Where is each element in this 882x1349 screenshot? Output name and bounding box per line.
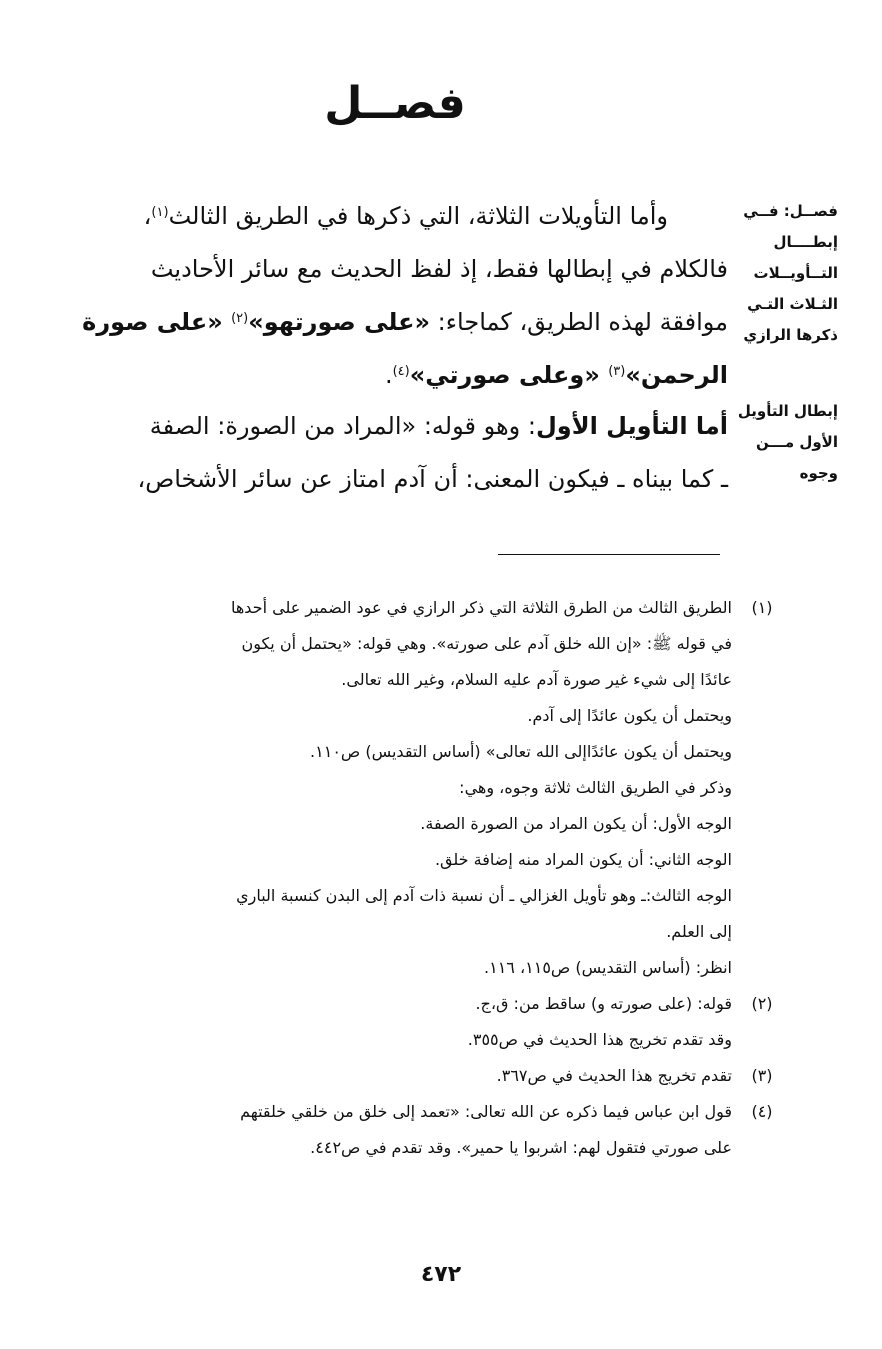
body-line xyxy=(78,400,728,453)
section-heading: فصــل xyxy=(324,78,466,129)
body-text: ، xyxy=(143,202,152,230)
paragraph-1 xyxy=(78,190,728,402)
margin-note-first xyxy=(738,196,838,351)
margin-note-line: إبطال التأويل xyxy=(737,402,838,420)
body-line xyxy=(78,349,728,402)
footnote-line: وقد تقدم تخريج هذا الحديث في ص٣٥٥. xyxy=(467,1030,732,1049)
lead-text: أما التأويل الأول xyxy=(535,412,728,440)
footnote-divider xyxy=(498,554,720,555)
body-text: . xyxy=(384,361,393,389)
footnote-number: (١) xyxy=(751,598,773,617)
margin-note-line: إبطــــال xyxy=(773,233,838,251)
margin-note-line: وجوه xyxy=(799,464,838,482)
quote-text: «على صورته xyxy=(278,308,431,336)
footnote-number: (٣) xyxy=(751,1066,773,1085)
footnote-line: وذكر في الطريق الثالث ثلاثة وجوه، وهي: xyxy=(459,778,732,797)
footnote-3 xyxy=(52,1058,773,1094)
margin-note-line: الثـلاث التـي xyxy=(747,295,838,313)
footnote-ref[interactable]: (٣) xyxy=(608,364,626,379)
footnote-4 xyxy=(52,1094,773,1166)
footnote-1 xyxy=(52,590,773,986)
footnote-line: تقدم تخريج هذا الحديث في ص٣٦٧. xyxy=(496,1066,732,1085)
footnote-ref[interactable]: (٤) xyxy=(392,364,410,379)
footnote-number: (٤) xyxy=(751,1102,773,1121)
margin-note-second xyxy=(738,396,838,489)
footnote-number: (٢) xyxy=(751,994,773,1013)
margin-note-line: الأول مـــن xyxy=(755,433,838,451)
body-text: موافقة لهذه الطريق، كماجاء: xyxy=(430,308,728,336)
paragraph-2 xyxy=(78,400,728,506)
footnote-line: الطريق الثالث من الطرق الثلاثة التي ذكر الرازي في عود الضمير على أحدها xyxy=(230,598,732,617)
body-line: فالكلام في إبطالها فقط، إذ لفظ الحديث مع سائر الأحاديث xyxy=(150,255,728,283)
footnote-line: ويحتمل أن يكون عائدًا إلى آدم. xyxy=(527,706,732,725)
quote-text: «على صورة xyxy=(82,308,232,336)
footnote-line: قوله: (على صورته و) ساقط من: ق،ج. xyxy=(475,994,732,1013)
margin-note-line: فصــل: فــي xyxy=(743,202,838,220)
footnotes xyxy=(52,590,773,1166)
footnote-2 xyxy=(52,986,773,1058)
footnote-line: الوجه الأول: أن يكون المراد من الصورة الصفة. xyxy=(420,814,732,833)
footnote-line: الوجه الثاني: أن يكون المراد منه إضافة خلق. xyxy=(434,850,732,869)
quote-text: و» xyxy=(248,308,279,336)
body-line: ـ كما بيناه ـ فيكون المعنى: أن آدم امتاز عن سائر الأشخاص، xyxy=(137,465,728,493)
body-text: وأما التأويلات الثلاثة، التي ذكرها في الطريق الثالث xyxy=(168,202,668,230)
footnote-line: إلى العلم. xyxy=(666,922,732,941)
footnote-ref[interactable]: (١) xyxy=(151,205,169,220)
body-text: : وهو قوله: «المراد من الصورة: الصفة xyxy=(149,412,536,440)
page-number: ٤٧٢ xyxy=(420,1262,462,1287)
footnote-line: على صورتي فتقول لهم: اشربوا يا حمير». وقد تقدم في ص٤٤٢. xyxy=(310,1138,732,1157)
body-line xyxy=(78,296,728,349)
footnote-line: في قوله ﷺ: «إن الله خلق آدم على صورته». وهي قوله: «يحتمل أن يكون xyxy=(241,634,732,653)
footnote-line: الوجه الثالث:ـ وهو تأويل الغزالي ـ أن نسبة ذات آدم إلى البدن كنسبة الباري xyxy=(236,886,732,905)
margin-note-line: ذكرها الرازي xyxy=(743,326,838,344)
footnote-line: قول ابن عباس فيما ذكره عن الله تعالى: «تعمد إلى خلق من خلقي خلقتهم xyxy=(240,1102,732,1121)
quote-text: «وعلى صورتي» xyxy=(409,361,609,389)
body-line xyxy=(78,190,728,243)
footnote-ref[interactable]: (٢) xyxy=(231,311,249,326)
footnote-line: عائدًا إلى شيء غير صورة آدم عليه السلام، وغير الله تعالى. xyxy=(341,670,732,689)
quote-text: الرحمن» xyxy=(625,361,728,389)
footnote-line: ويحتمل أن يكون عائدًاإلى الله تعالى» (أساس التقديس) ص١١٠. xyxy=(310,742,732,761)
margin-note-line: التــأويــلات xyxy=(753,264,838,282)
footnote-line: انظر: (أساس التقديس) ص١١٥، ١١٦. xyxy=(484,958,732,977)
